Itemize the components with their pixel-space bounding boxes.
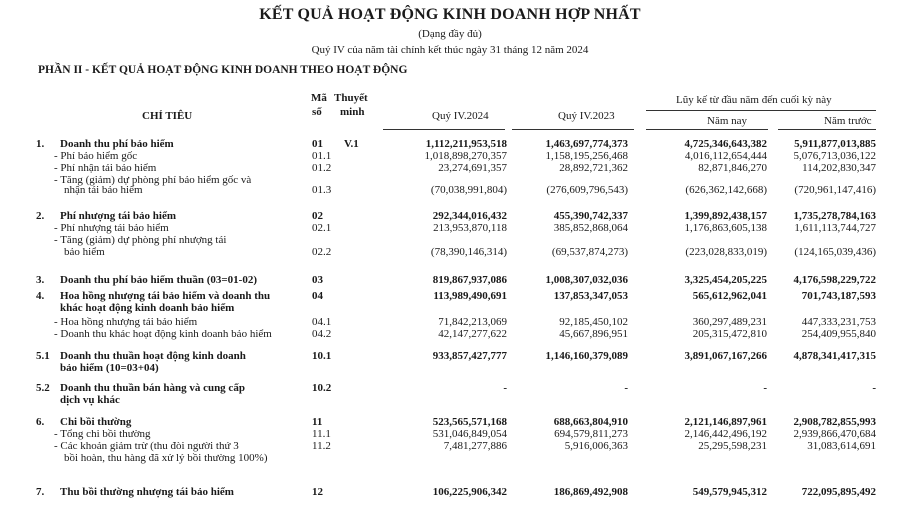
value-q4-2023: 1,008,307,032,036 xyxy=(545,274,628,286)
col-code-line2: số xyxy=(312,106,322,118)
row-label: - Doanh thu khác hoạt động kinh doanh bảo hiểm xyxy=(54,328,272,340)
value-ytd-prev-year: 31,083,614,691 xyxy=(807,440,876,452)
row-number: 6. xyxy=(36,416,45,428)
row-code: 04.2 xyxy=(312,328,332,340)
table-row xyxy=(0,362,900,374)
col-ytd-group: Lũy kế từ đầu năm đến cuối kỳ này xyxy=(676,94,832,106)
value-q4-2024: 113,989,490,691 xyxy=(433,290,507,302)
value-q4-2024: 1,018,898,270,357 xyxy=(424,150,507,162)
row-code: 10.2 xyxy=(312,382,332,394)
table-row xyxy=(0,162,900,174)
header-rule-q24 xyxy=(383,129,505,130)
value-ytd-prev-year: (124,165,039,436) xyxy=(794,246,876,258)
value-ytd-this-year: 3,325,454,205,225 xyxy=(684,274,767,286)
row-code: 04 xyxy=(312,290,323,302)
value-ytd-this-year: 2,146,442,496,192 xyxy=(684,428,767,440)
value-q4-2023: (276,609,796,543) xyxy=(546,184,628,196)
row-code: 02.2 xyxy=(312,246,332,258)
col-this-year: Năm nay xyxy=(707,115,748,127)
table-row xyxy=(0,150,900,162)
table-row xyxy=(0,328,900,340)
value-q4-2023: 186,869,492,908 xyxy=(553,486,628,498)
row-code: 12 xyxy=(312,486,323,498)
value-q4-2023: (69,537,874,273) xyxy=(551,246,628,258)
value-q4-2024: (70,038,991,804) xyxy=(430,184,507,196)
value-q4-2024: 531,046,849,054 xyxy=(432,428,507,440)
value-ytd-prev-year: 5,076,713,036,122 xyxy=(793,150,876,162)
value-ytd-this-year: (223,028,833,019) xyxy=(685,246,767,258)
value-ytd-prev-year: 701,743,187,593 xyxy=(801,290,876,302)
value-ytd-this-year: 4,016,112,654,444 xyxy=(684,150,767,162)
value-ytd-prev-year: 2,908,782,855,993 xyxy=(793,416,876,428)
table-row xyxy=(0,428,900,440)
value-q4-2023: 137,853,347,053 xyxy=(553,290,628,302)
value-q4-2023: 1,146,160,379,089 xyxy=(545,350,628,362)
value-ytd-this-year: (626,362,142,668) xyxy=(685,184,767,196)
value-q4-2023: 1,463,697,774,373 xyxy=(545,138,628,150)
value-ytd-prev-year: - xyxy=(872,382,876,394)
col-indicator: CHỈ TIÊU xyxy=(142,110,193,122)
value-ytd-this-year: 25,295,598,231 xyxy=(698,440,767,452)
value-ytd-this-year: 4,725,346,643,382 xyxy=(684,138,767,150)
value-q4-2024: 42,147,277,622 xyxy=(438,328,507,340)
value-q4-2024: 523,565,571,168 xyxy=(432,416,507,428)
value-q4-2023: 45,667,896,951 xyxy=(559,328,628,340)
table-row xyxy=(0,290,900,302)
header-rule-prev-year xyxy=(778,129,876,130)
value-q4-2024: 292,344,016,432 xyxy=(432,210,507,222)
row-code: 11.1 xyxy=(312,428,331,440)
value-q4-2024: 933,857,427,777 xyxy=(432,350,507,362)
value-ytd-this-year: 1,399,892,438,157 xyxy=(684,210,767,222)
report-form: (Dạng đầy đủ) xyxy=(418,28,482,40)
value-q4-2024: 7,481,277,886 xyxy=(443,440,507,452)
row-code: 02.1 xyxy=(312,222,332,234)
section-heading: PHẦN II - KẾT QUẢ HOẠT ĐỘNG KINH DOANH THEO HOẠT ĐỘNG xyxy=(38,64,408,76)
row-code: 11.2 xyxy=(312,440,331,452)
row-code: 01.3 xyxy=(312,184,332,196)
col-q4-2024: Quý IV.2024 xyxy=(432,110,489,122)
report-title: KẾT QUẢ HOẠT ĐỘNG KINH DOANH HỢP NHẤT xyxy=(259,6,641,23)
row-number: 2. xyxy=(36,210,45,222)
table-row xyxy=(0,234,900,246)
value-ytd-prev-year: 4,878,341,417,315 xyxy=(793,350,876,362)
row-label: Doanh thu thuần hoạt động kinh doanh xyxy=(60,350,246,362)
report-period: Quý IV của năm tài chính kết thúc ngày 31 tháng 12 năm 2024 xyxy=(311,44,589,56)
row-label: Phí nhượng tái bảo hiểm xyxy=(60,210,176,222)
header-rule-q23 xyxy=(512,129,634,130)
row-number: 5.1 xyxy=(36,350,50,362)
row-label: - Hoa hồng nhượng tái bảo hiểm xyxy=(54,316,198,328)
row-code: 01.1 xyxy=(312,150,332,162)
header-rule-ytd xyxy=(646,110,876,111)
value-q4-2024: 71,842,213,069 xyxy=(438,316,507,328)
row-label: - Tăng (giảm) dự phòng phí nhượng tái xyxy=(54,234,227,246)
row-label: Chi bồi thường xyxy=(60,416,132,428)
value-q4-2023: 385,852,868,064 xyxy=(553,222,628,234)
row-label: - Các khoản giảm trừ (thu đòi người thứ 3 xyxy=(54,440,239,452)
row-label: nhận tái bảo hiểm xyxy=(64,184,143,196)
row-label: - Tăng (giảm) dự phòng phí bảo hiểm gốc và xyxy=(54,174,252,186)
value-ytd-prev-year: 1,611,113,744,727 xyxy=(794,222,876,234)
value-q4-2023: - xyxy=(624,382,628,394)
row-label: Doanh thu phí bảo hiểm thuần (03=01-02) xyxy=(60,274,257,286)
table-row xyxy=(0,440,900,452)
row-label: dịch vụ khác xyxy=(60,394,120,406)
row-label: Doanh thu thuần bán hàng và cung cấp xyxy=(60,382,245,394)
col-note-line1: Thuyết xyxy=(334,92,368,104)
row-code: 01.2 xyxy=(312,162,332,174)
row-label: - Phí nhượng tái bảo hiểm xyxy=(54,222,169,234)
value-ytd-this-year: 82,871,846,270 xyxy=(698,162,767,174)
row-number: 1. xyxy=(36,138,45,150)
value-ytd-this-year: - xyxy=(763,382,767,394)
row-label: - Phí bảo hiểm gốc xyxy=(54,150,138,162)
value-q4-2024: - xyxy=(503,382,507,394)
col-prev-year: Năm trước xyxy=(824,115,872,127)
row-number: 7. xyxy=(36,486,45,498)
table-row xyxy=(0,382,900,394)
row-label: khác hoạt động kinh doanh bảo hiểm xyxy=(60,302,235,314)
table-row xyxy=(0,184,900,196)
value-ytd-this-year: 205,315,472,810 xyxy=(692,328,767,340)
row-code: 04.1 xyxy=(312,316,332,328)
value-q4-2023: 92,185,450,102 xyxy=(559,316,628,328)
row-number: 5.2 xyxy=(36,382,50,394)
row-code: 01 xyxy=(312,138,323,150)
value-ytd-prev-year: 114,202,830,347 xyxy=(802,162,876,174)
value-ytd-prev-year: 5,911,877,013,885 xyxy=(794,138,876,150)
value-ytd-this-year: 549,579,945,312 xyxy=(692,486,767,498)
value-q4-2024: 213,953,870,118 xyxy=(433,222,507,234)
value-q4-2024: 1,112,211,953,518 xyxy=(425,138,507,150)
value-ytd-prev-year: 447,333,231,753 xyxy=(801,316,876,328)
table-row xyxy=(0,350,900,362)
value-ytd-prev-year: 2,939,866,470,684 xyxy=(793,428,876,440)
table-row xyxy=(0,274,900,286)
value-q4-2023: 1,158,195,256,468 xyxy=(545,150,628,162)
row-label: bảo hiểm xyxy=(64,246,105,258)
value-q4-2023: 688,663,804,910 xyxy=(553,416,628,428)
value-q4-2024: 106,225,906,342 xyxy=(432,486,507,498)
table-row xyxy=(0,210,900,222)
row-code: 02 xyxy=(312,210,323,222)
col-code-line1: Mã xyxy=(311,92,327,104)
value-q4-2023: 5,916,006,363 xyxy=(564,440,628,452)
table-row xyxy=(0,316,900,328)
value-ytd-this-year: 3,891,067,167,266 xyxy=(684,350,767,362)
value-ytd-this-year: 565,612,962,041 xyxy=(692,290,767,302)
table-row xyxy=(0,452,900,464)
table-row xyxy=(0,394,900,406)
value-q4-2023: 28,892,721,362 xyxy=(559,162,628,174)
table-row xyxy=(0,138,900,150)
header-rule-this-year xyxy=(646,129,768,130)
value-ytd-this-year: 2,121,146,897,961 xyxy=(684,416,767,428)
table-row xyxy=(0,416,900,428)
table-row xyxy=(0,246,900,258)
row-label: - Tổng chi bồi thường xyxy=(54,428,151,440)
value-q4-2024: (78,390,146,314) xyxy=(430,246,507,258)
row-label: bảo hiểm (10=03+04) xyxy=(60,362,159,374)
value-q4-2023: 455,390,742,337 xyxy=(553,210,628,222)
table-row xyxy=(0,222,900,234)
row-label: Hoa hồng nhượng tái bảo hiểm và doanh thu xyxy=(60,290,271,302)
row-label: Thu bồi thường nhượng tái bảo hiểm xyxy=(60,486,234,498)
value-ytd-prev-year: 1,735,278,784,163 xyxy=(793,210,876,222)
row-code: 10.1 xyxy=(312,350,332,362)
value-ytd-prev-year: 4,176,598,229,722 xyxy=(793,274,876,286)
value-ytd-prev-year: (720,961,147,416) xyxy=(794,184,876,196)
row-label: Doanh thu phí bảo hiểm xyxy=(60,138,174,150)
row-code: 11 xyxy=(312,416,323,428)
table-row xyxy=(0,486,900,498)
value-q4-2024: 23,274,691,357 xyxy=(438,162,507,174)
value-ytd-prev-year: 722,095,895,492 xyxy=(801,486,876,498)
value-ytd-this-year: 1,176,863,605,138 xyxy=(684,222,767,234)
value-q4-2024: 819,867,937,086 xyxy=(432,274,507,286)
row-label: - Phí nhận tái bảo hiểm xyxy=(54,162,157,174)
value-ytd-this-year: 360,297,489,231 xyxy=(692,316,767,328)
row-label: bồi hoàn, thu hàng đã xử lý bồi thường 100%) xyxy=(64,452,268,464)
table-row xyxy=(0,302,900,314)
col-note-line2: minh xyxy=(340,106,365,118)
value-q4-2023: 694,579,811,273 xyxy=(554,428,628,440)
row-number: 3. xyxy=(36,274,45,286)
col-q4-2023: Quý IV.2023 xyxy=(558,110,615,122)
row-note: V.1 xyxy=(344,138,359,150)
row-number: 4. xyxy=(36,290,45,302)
value-ytd-prev-year: 254,409,955,840 xyxy=(801,328,876,340)
row-code: 03 xyxy=(312,274,323,286)
